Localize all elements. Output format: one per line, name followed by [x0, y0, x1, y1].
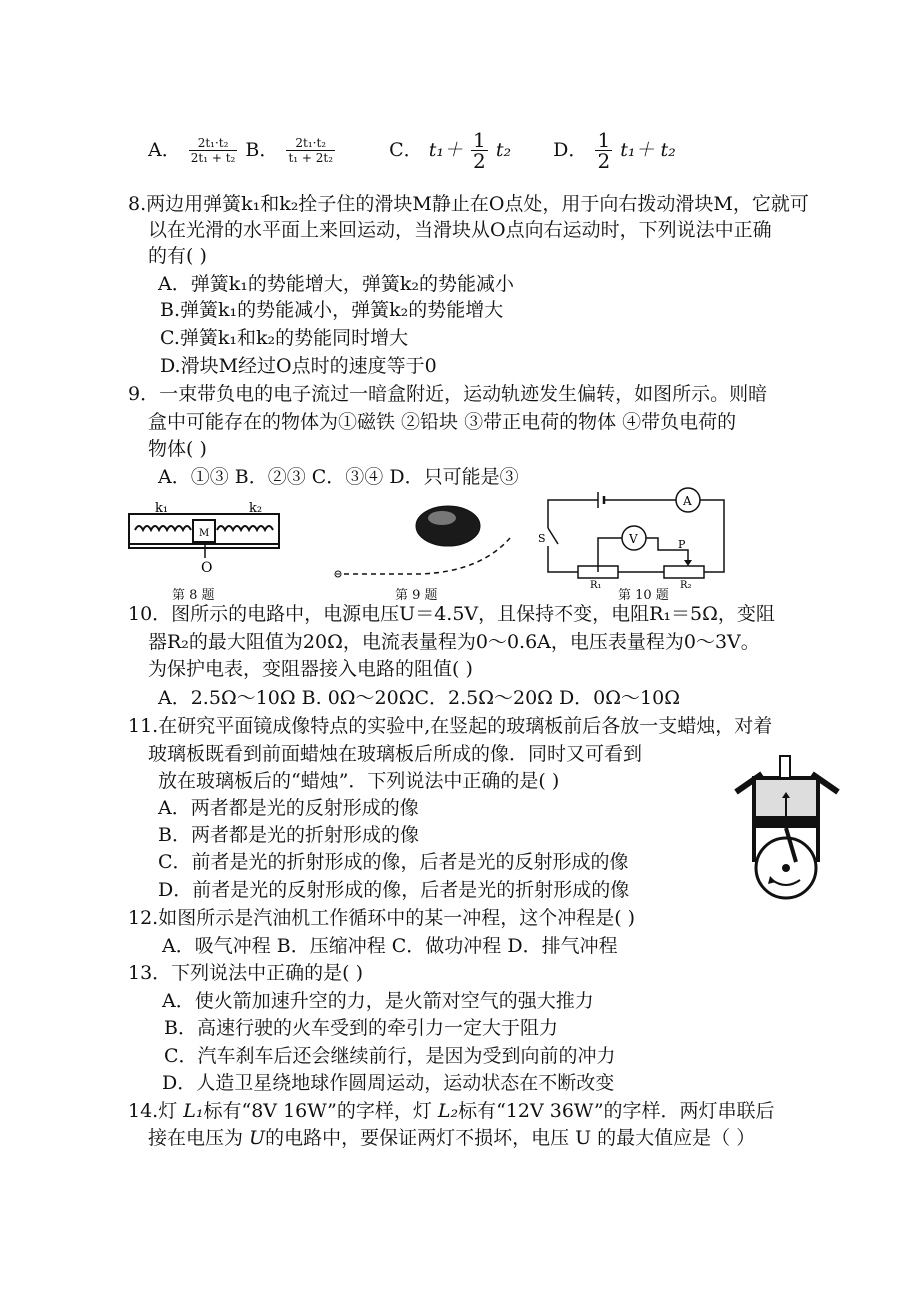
fig10-r2-label: R₂	[680, 580, 692, 591]
q9-stem-line-1: 9．一束带负电的电子流过一暗盒附近，运动轨迹发生偏转，如图所示。则暗	[128, 383, 768, 405]
q7-b-numerator: 2t₁·t₂	[286, 136, 335, 151]
fig8-m-label: M	[199, 528, 210, 539]
q10-options: A．2.5Ω～10Ω B. 0Ω～20ΩC．2.5Ω～20Ω D．0Ω～10Ω	[158, 687, 680, 709]
q14-middle: 标有“8V 16W”的字样，灯	[203, 1100, 438, 1122]
q14-lamp-l1: L₁	[183, 1100, 204, 1122]
q7-option-c-half	[471, 130, 488, 171]
q7-option-c-post: t₂	[495, 138, 512, 161]
fig8-o-label: O	[201, 560, 213, 576]
q7-d-half-num: 1	[597, 128, 611, 152]
q10-stem-line-3: 为保护电表，变阻器接入电路的阻值( )	[148, 658, 473, 680]
q7-option-c-label: C．	[389, 138, 423, 161]
q10-stem-line-2: 器R₂的最大阻值为20Ω，电流表量程为0～0.6A，电压表量程为0～3V。	[148, 631, 760, 653]
q7-a-denominator: 2t₁ + t₂	[190, 151, 236, 165]
q9-options: A．①③ B．②③ C．③④ D．只可能是③	[158, 466, 519, 488]
q14-voltage-u: U	[249, 1127, 266, 1149]
figure-10-circuit	[538, 488, 738, 591]
q13-option-c: C．汽车刹车后还会继续前行，是因为受到向前的冲力	[164, 1045, 616, 1067]
q7-option-b-fraction	[286, 136, 335, 165]
q8-option-b: B.弹簧k₁的势能减小，弹簧k₂的势能增大	[160, 299, 504, 321]
fig10-r1-label: R₁	[590, 580, 602, 591]
q12-stem: 12.如图所示是汽油机工作循环中的某一冲程，这个冲程是( )	[128, 907, 636, 929]
fig9-caption: 第 9 题	[395, 588, 438, 603]
q14-line-2	[148, 1126, 755, 1150]
q7-option-d-post: t₁＋ t₂	[620, 138, 676, 161]
q11-option-d: D．前者是光的反射形成的像，后者是光的折射形成的像	[158, 879, 630, 901]
q7-b-denominator: t₁ + 2t₂	[288, 151, 334, 165]
engine-cylinder-figure	[732, 752, 842, 902]
q8-stem-line-1: 8.两边用弹簧k₁和k₂拴子住的滑块M静止在O点处，用于向右拨动滑块M，它就可	[128, 193, 809, 215]
q12-options: A．吸气冲程 B．压缩冲程 C．做功冲程 D．排气冲程	[162, 935, 618, 957]
q10-stem-line-1: 10．图所示的电路中，电源电压U＝4.5V，且保持不变，电阻R₁＝5Ω，变阻	[128, 603, 775, 625]
q11-option-a: A．两者都是光的反射形成的像	[158, 797, 419, 819]
q8-stem-line-3: 的有( )	[148, 245, 207, 267]
q7-option-b-label: B．	[245, 138, 279, 161]
q7-option-d-label: D．	[553, 138, 588, 161]
q9-stem-line-2: 盒中可能存在的物体为①磁铁 ②铅块 ③带正电荷的物体 ④带负电荷的	[148, 411, 737, 433]
q7-option-d-half	[595, 130, 612, 171]
q8-option-d: D.滑块M经过O点时的速度等于0	[160, 355, 437, 377]
q7-c-half-den: 2	[473, 149, 486, 173]
fig10-voltmeter-label: V	[629, 532, 638, 546]
q7-option-c-pre: t₁＋	[428, 138, 463, 161]
q13-option-a: A．使火箭加速升空的力，是火箭对空气的强大推力	[162, 990, 594, 1012]
fig10-caption: 第 10 题	[618, 588, 669, 603]
q14-line2-end: 的电路中，要保证两灯不损坏，电压 U 的最大值应是（ ）	[265, 1127, 756, 1149]
q7-option-a-fraction	[189, 136, 238, 165]
fig8-k1-label: k₁	[155, 501, 169, 516]
q11-stem-line-2: 玻璃板既看到前面蜡烛在玻璃板后所成的像．同时又可看到	[148, 743, 643, 765]
q8-option-a: A．弹簧k₁的势能增大，弹簧k₂的势能减小	[158, 273, 514, 295]
q11-option-b: B．两者都是光的折射形成的像	[158, 824, 419, 846]
q7-option-a-label: A．	[148, 138, 181, 161]
fig10-ammeter-label: A	[683, 494, 692, 508]
q14-line2-start: 接在电压为	[148, 1127, 250, 1149]
q9-stem-line-3: 物体( )	[148, 438, 207, 460]
fig10-switch-label: S	[538, 532, 546, 545]
q13-option-d: D．人造卫星绕地球作圆周运动，运动状态在不断改变	[162, 1072, 615, 1094]
q11-stem-line-1: 11.在研究平面镜成像特点的实验中,在竖起的玻璃板前后各放一支蜡烛，对着	[128, 715, 773, 737]
fig8-caption: 第 8 题	[172, 588, 215, 603]
q11-stem-line-3: 放在玻璃板后的“蜡烛”．下列说法中正确的是( )	[158, 770, 560, 792]
q13-stem: 13．下列说法中正确的是( )	[128, 962, 364, 984]
q14-prefix: 14.灯	[128, 1100, 184, 1122]
q13-option-b: B．高速行驶的火车受到的牵引力一定大于阻力	[164, 1017, 558, 1039]
q14-lamp-l2: L₂	[437, 1100, 459, 1122]
q7-c-half-num: 1	[473, 128, 486, 152]
q7-d-half-den: 2	[597, 149, 611, 173]
q8-option-c: C.弹簧k₁和k₂的势能同时增大	[160, 327, 409, 349]
fig10-slider-label: P	[678, 538, 686, 551]
figure-8-spring-slider	[125, 500, 285, 580]
q8-stem-line-2: 以在光滑的水平面上来回运动，当滑块从O点向右运动时，下列说法中正确	[148, 219, 772, 241]
q14-line-1	[128, 1099, 775, 1123]
fig8-k2-label: k₂	[249, 501, 263, 516]
q14-suffix: 标有“12V 36W”的字样．两灯串联后	[458, 1100, 775, 1122]
q7-options-row	[148, 130, 676, 171]
q11-option-c: C．前者是光的折射形成的像，后者是光的反射形成的像	[158, 851, 629, 873]
q7-a-numerator: 2t₁·t₂	[189, 136, 238, 151]
figure-9-dark-box	[330, 494, 520, 584]
